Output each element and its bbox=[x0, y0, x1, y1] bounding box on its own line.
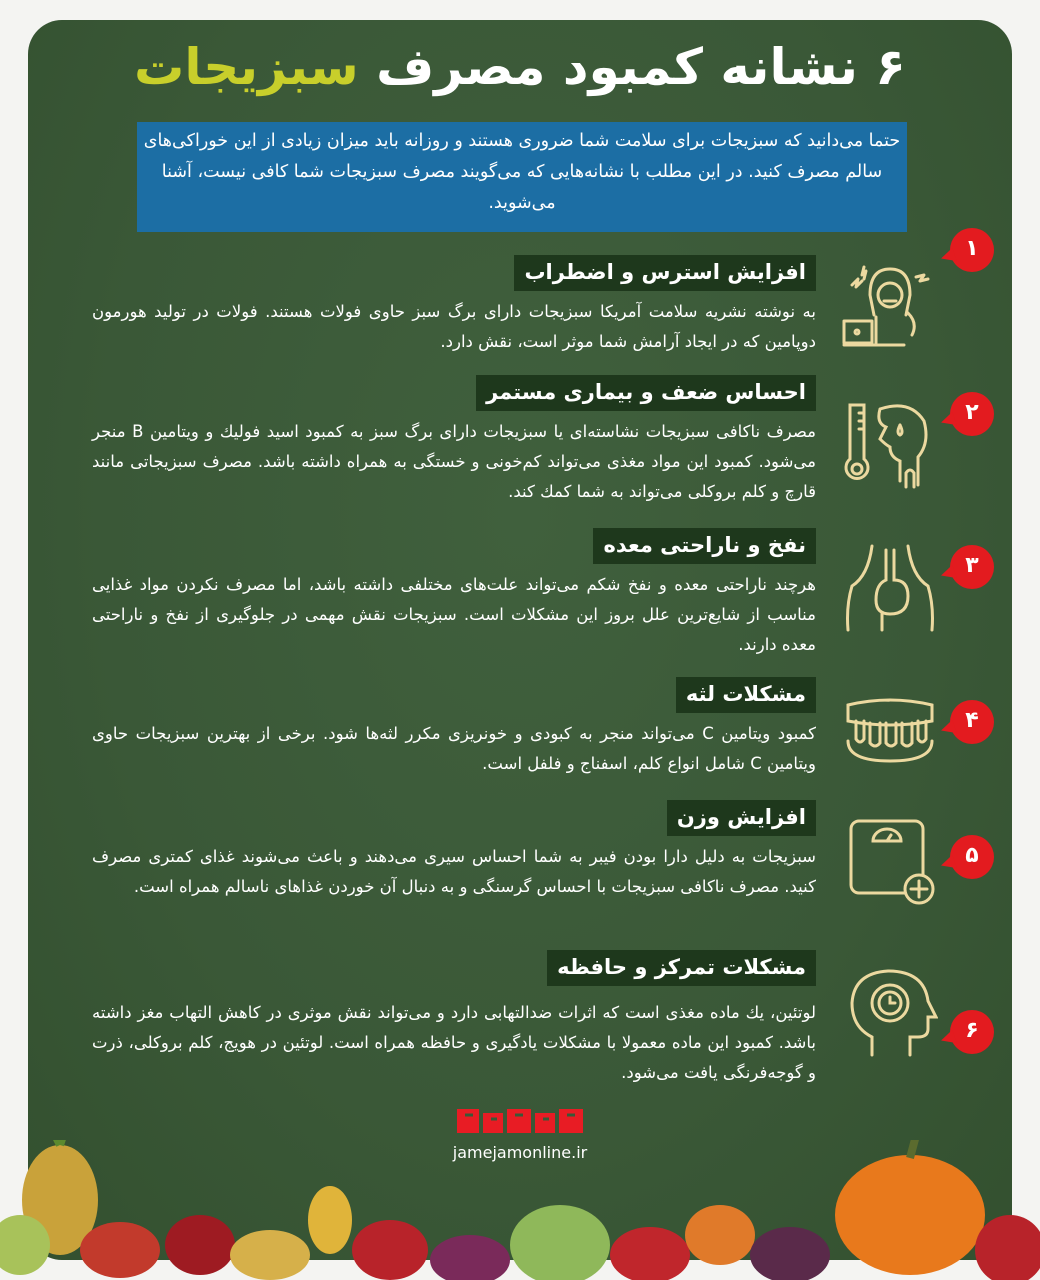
section-1 bbox=[92, 255, 816, 357]
vegetables-fruits-illustration bbox=[0, 1140, 1040, 1280]
section-title: مشکلات لثه bbox=[676, 677, 816, 713]
section-body: کمبود ویتامین C می‌تواند منجر به کبودی و خونریزی مکرر لثه‌ها شود. برخی از بهترین سبزیجات حاوی ویتامین C شامل انواع کلم، اسفناج و فلفل است. bbox=[92, 724, 816, 773]
section-2 bbox=[92, 375, 816, 507]
section-body: مصرف ناکافی سبزیجات نشاسته‌ای یا سبزیجات دارای برگ سبز به کمبود اسید فولیك و ویتامین B منجر می‌شود. کمبود این مواد مغذی می‌تواند کم‌خونی و خستگی به همراه داشته باشد. مصرف سبزیجاتی مانند قارچ و کلم بروکلی می‌تواند به شما کمك کند. bbox=[92, 422, 816, 501]
gums-teeth-icon bbox=[842, 685, 938, 781]
stomach-icon bbox=[842, 540, 938, 636]
title-highlight: سبزیجات bbox=[134, 38, 359, 96]
section-3 bbox=[92, 528, 816, 660]
section-6 bbox=[92, 950, 816, 1088]
section-5 bbox=[92, 800, 816, 902]
section-body: لوتئین، یك ماده مغذی است که اثرات ضدالتهابی دارد و می‌تواند نقش موثری در کاهش التهاب مغز داشته باشد. کمبود این ماده معمولا با مشکلات یادگیری و حافظه همراه است. لوتئین در هویج، کلم بروکلی، ذرت و گوجه‌فرنگی یافت می‌شود. bbox=[92, 1003, 816, 1082]
intro-box: حتما می‌دانید که سبزیجات برای سلامت شما ضروری هستند و روزانه باید میزان زیادی از این خوراکی‌های سالم مصرف کنید. در این مطلب با نشانه‌هایی که می‌گویند مصرف سبزیجات شما کافی نیست، آشنا می‌شوید. bbox=[137, 122, 907, 232]
section-body: به نوشته نشریه سلامت آمریکا سبزیجات دارای برگ سبز حاوی فولات هستند. فولات در تولید هورمون دوپامین که در ایجاد آرامش شما موثر است، نقش دارد. bbox=[92, 302, 816, 351]
number-marker: ۲ bbox=[950, 392, 994, 436]
page-title bbox=[0, 38, 1040, 96]
jamejam-logo bbox=[455, 1105, 585, 1137]
website-url[interactable]: jamejamonline.ir bbox=[452, 1143, 588, 1162]
section-title: مشکلات تمرکز و حافظه bbox=[547, 950, 816, 986]
section-title: افزایش استرس و اضطراب bbox=[514, 255, 816, 291]
number-marker: ۳ bbox=[950, 545, 994, 589]
number-marker: ۵ bbox=[950, 835, 994, 879]
fever-thermometer-icon bbox=[840, 395, 936, 491]
weight-scale-icon bbox=[845, 815, 941, 911]
number-marker: ۴ bbox=[950, 700, 994, 744]
section-body: هرچند ناراحتی معده و نفخ شکم می‌تواند علت‌های مختلفی داشته باشد، اما مصرف نکردن مواد غذایی مناسب از شایع‌ترین علل بروز این مشکلات است. سبزیجات نقش مهمی در جلوگیری از نفخ و ناراحتی معده دارند. bbox=[92, 575, 816, 654]
section-title: افزایش وزن bbox=[667, 800, 816, 836]
number-marker: ۶ bbox=[950, 1010, 994, 1054]
head-focus-icon bbox=[842, 965, 938, 1061]
section-title: احساس ضعف و بیماری مستمر bbox=[476, 375, 816, 411]
section-body: سبزیجات به دلیل دارا بودن فیبر به شما احساس سیری می‌دهند و باعث می‌شوند غذای کمتری مصرف کنید. مصرف ناکافی سبزیجات با احساس گرسنگی و به دنبال آن خوردن غذاهای ناسالم همراه است. bbox=[92, 847, 816, 896]
number-marker: ۱ bbox=[950, 228, 994, 272]
section-title: نفخ و ناراحتی معده bbox=[593, 528, 816, 564]
title-main: ۶ نشانه کمبود مصرف bbox=[376, 38, 906, 96]
section-4 bbox=[92, 677, 816, 779]
stressed-person-icon bbox=[840, 255, 936, 351]
